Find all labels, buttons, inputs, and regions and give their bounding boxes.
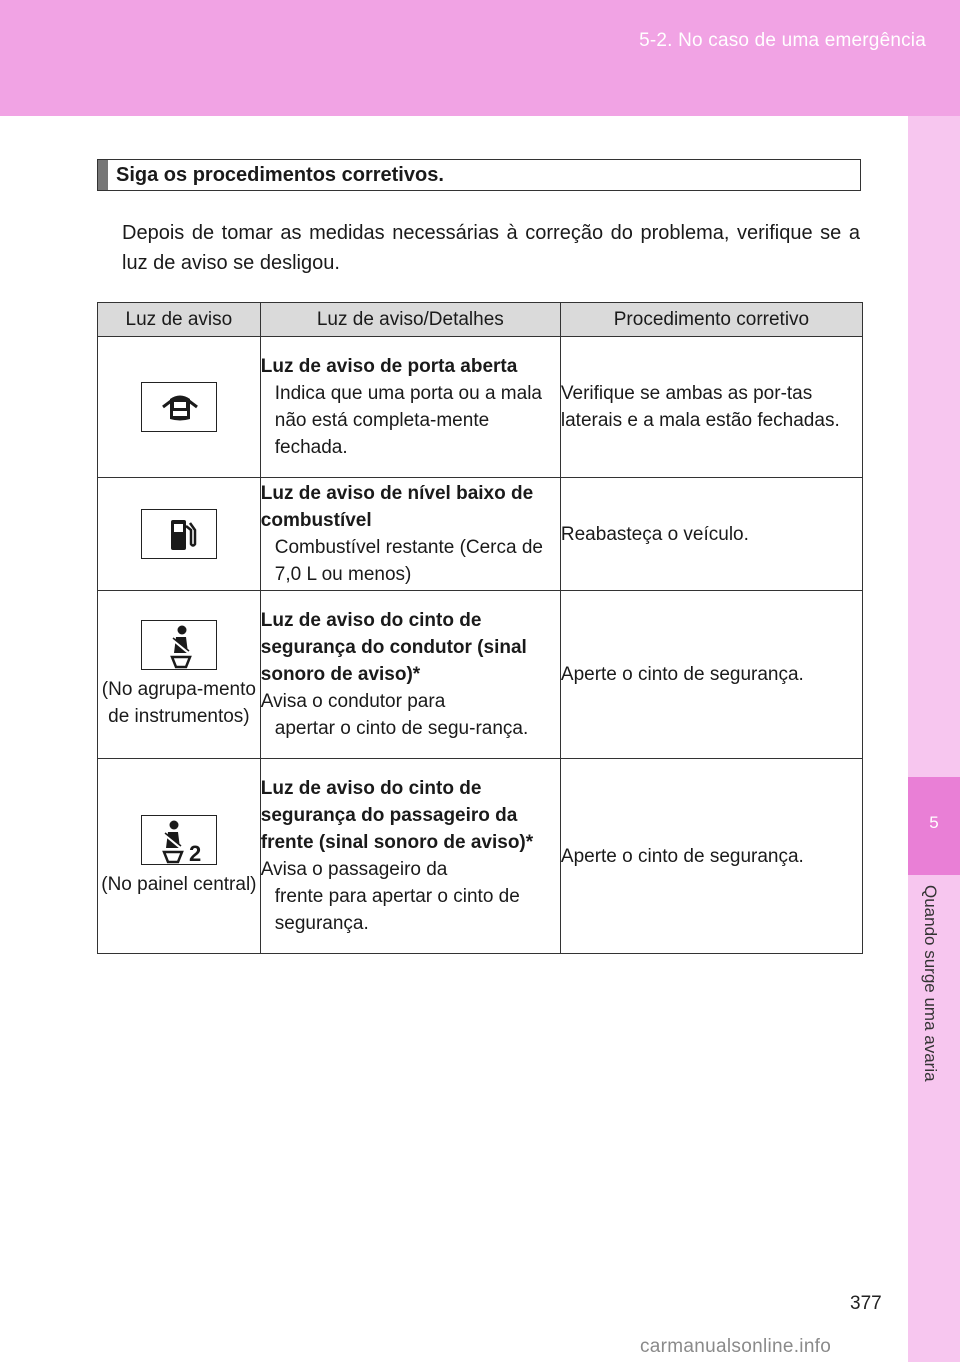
step-heading-text: Siga os procedimentos corretivos. <box>116 164 444 186</box>
column-header: Luz de aviso <box>98 303 261 337</box>
step-heading <box>97 159 861 191</box>
column-header: Luz de aviso/Detalhes <box>260 303 560 337</box>
warning-description-line: Avisa o passageiro da <box>260 859 448 880</box>
step-heading-bar <box>98 160 108 190</box>
warning-description <box>261 688 560 742</box>
warning-description-line: apertar o cinto de segu-rança. <box>274 718 529 739</box>
warning-description-line: frente para apertar o cinto de segurança. <box>274 886 520 934</box>
warning-light-cell <box>98 591 261 759</box>
details-cell <box>260 337 560 478</box>
warning-title: Luz de aviso de porta aberta <box>260 356 518 377</box>
light-location: (No agrupa-mento de instrumentos) <box>101 678 256 727</box>
table-row <box>98 337 863 478</box>
procedure-cell: Reabasteça o veículo. <box>560 478 862 591</box>
seatbelt-passenger-icon <box>141 815 217 865</box>
door-open-icon <box>141 382 217 432</box>
warning-light-cell <box>98 478 261 591</box>
table-row <box>98 759 863 954</box>
details-cell <box>260 759 560 954</box>
table-header-row <box>98 303 863 337</box>
warning-description <box>261 856 560 937</box>
section-title: 5-2. No caso de uma emergência <box>639 30 926 51</box>
column-header: Procedimento corretivo <box>560 303 862 337</box>
warning-description: Combustível restante (Cerca de 7,0 L ou menos) <box>274 537 543 585</box>
intro-paragraph: Depois de tomar as medidas necessárias à correção do problema, verifique se a luz de aviso se desligou. <box>122 222 860 274</box>
warning-lights-table <box>97 302 863 954</box>
procedure-cell: Aperte o cinto de segurança. <box>560 591 862 759</box>
procedure-cell: Verifique se ambas as por-tas laterais e a mala estão fechadas. <box>560 337 862 478</box>
procedure-cell: Aperte o cinto de segurança. <box>560 759 862 954</box>
warning-description-line: Avisa o condutor para <box>260 691 446 712</box>
light-location: (No painel central) <box>101 873 257 895</box>
chapter-side-tab <box>908 116 960 1362</box>
warning-light-cell <box>98 759 261 954</box>
warning-description: Indica que uma porta ou a mala não está completa-mente fechada. <box>274 383 542 458</box>
table-row <box>98 591 863 759</box>
warning-title: Luz de aviso do cinto de segurança do passageiro da frente (sinal sonoro de aviso)* <box>260 778 534 853</box>
chapter-number: 5 <box>929 813 939 832</box>
fuel-pump-icon <box>141 509 217 559</box>
warning-title: Luz de aviso de nível baixo de combustível <box>260 483 534 531</box>
table-row <box>98 478 863 591</box>
footer-watermark: carmanualsonline.info <box>640 1336 832 1357</box>
chapter-title: Quando surge uma avaria <box>921 885 940 1082</box>
passenger-number: 2 <box>188 840 202 866</box>
header-band <box>0 0 960 116</box>
warning-light-cell <box>98 337 261 478</box>
page-number: 377 <box>850 1293 882 1314</box>
details-cell <box>260 478 560 591</box>
seatbelt-icon <box>141 620 217 670</box>
warning-title: Luz de aviso do cinto de segurança do condutor (sinal sonoro de aviso)* <box>260 610 527 685</box>
details-cell <box>260 591 560 759</box>
